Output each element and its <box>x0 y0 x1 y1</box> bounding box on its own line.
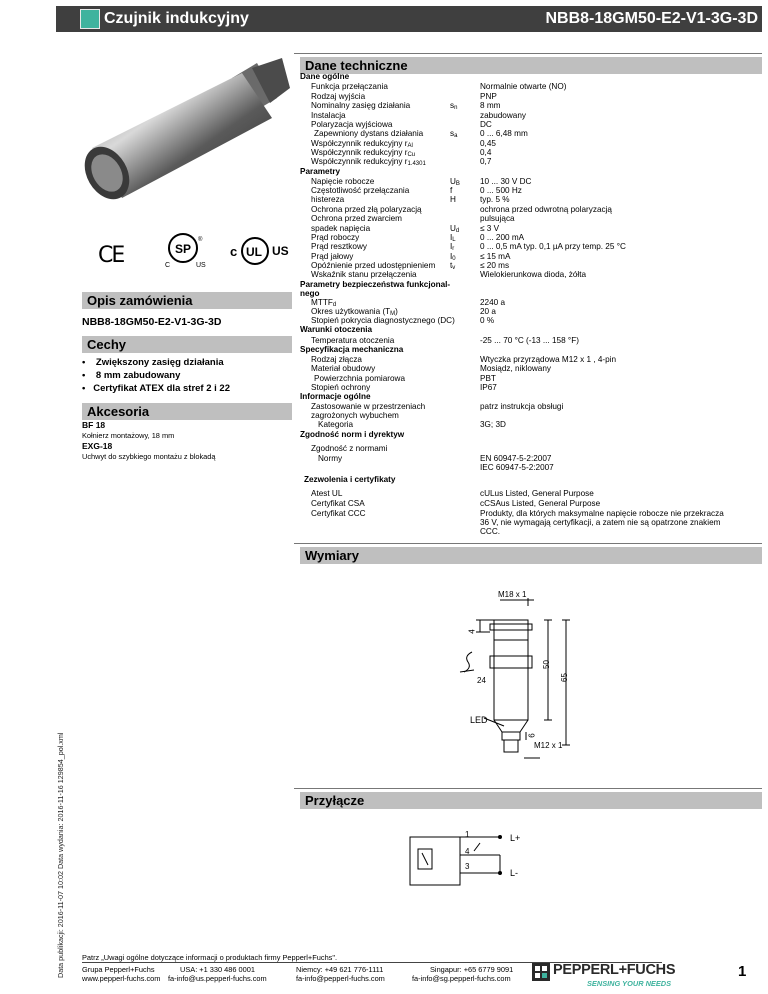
tech-row: Rodzaj wyjścia PNP <box>311 92 497 101</box>
dim-6: 6 <box>527 733 537 738</box>
tech-group: Specyfikacja mechaniczna <box>300 345 404 354</box>
tech-row: Normy EN 60947-5-2:2007 <box>318 454 552 463</box>
connection-section-rule <box>294 788 762 789</box>
pepperl-fuchs-logo-icon <box>532 963 550 981</box>
tech-row: Prąd jałowy I0 ≤ 15 mA <box>311 252 511 262</box>
tech-row: Ochrona przed zwarciem pulsująca <box>311 214 515 223</box>
brand-name: PEPPERL+FUCHS <box>553 962 676 978</box>
tech-group: Zgodność norm i dyrektyw <box>300 430 405 439</box>
accessory-name: BF 18 <box>82 420 106 430</box>
tech-row: Atest UL cULus Listed, General Purpose <box>311 489 594 498</box>
svg-text:SP: SP <box>175 242 192 256</box>
tech-row: Współczynnik redukcyjny rCu 0,4 <box>311 148 492 158</box>
tech-row: Kategoria 3G; 3D <box>318 420 506 429</box>
features-section-heading: Cechy <box>82 336 292 353</box>
svg-text:®: ® <box>198 237 203 243</box>
document-title: Czujnik indukcyjny <box>104 10 249 27</box>
tech-row: Częstotliwość przełączania f 0 ... 500 Hz <box>311 186 522 195</box>
tech-row: Temperatura otoczenia -25 ... 70 °C (-13 ... 158 °F) <box>311 336 579 345</box>
order-section-heading: Opis zamówienia <box>82 292 292 309</box>
ul-c-label: c <box>230 244 238 259</box>
tech-row: spadek napięcia Ud ≤ 3 V <box>311 224 500 234</box>
tech-row: IEC 60947-5-2:2007 <box>480 463 554 472</box>
tech-row: Instalacja zabudowany <box>311 111 526 120</box>
tech-row: zagrożonych wybuchem <box>311 411 399 420</box>
header-accent-square <box>80 9 100 29</box>
dimensions-section-rule <box>294 543 762 544</box>
tech-row: 36 V, nie wymagają certyfikacji, a zatem nie są opatrzone znakiem <box>480 518 721 527</box>
svg-text:UL: UL <box>246 245 262 259</box>
tech-row: Napięcie robocze UB 10 ... 30 V DC <box>311 177 532 187</box>
tech-row: Funkcja przełączania Normalnie otwarte (NO) <box>311 82 567 91</box>
accessory-desc: Kołnierz montażowy, 18 mm <box>82 431 175 440</box>
tech-row: Współczynnik redukcyjny r1.4301 0,7 <box>311 157 492 167</box>
tech-group: Zezwolenia i certyfikaty <box>304 475 396 484</box>
tech-row: Certyfikat CSA cCSAus Listed, General Purpose <box>311 499 601 508</box>
page-number: 1 <box>738 963 747 980</box>
tech-group: Dane ogólne <box>300 72 350 81</box>
connection-section-heading: Przyłącze <box>300 792 762 809</box>
tech-row: Zgodność z normami <box>311 444 388 453</box>
ce-mark: CE <box>98 243 124 268</box>
tech-row: CCC. <box>480 527 501 536</box>
footer-contact-usa: USA: +1 330 486 0001 fa-info@us.pepperl-fuchs.com <box>168 965 267 983</box>
tech-row: Zastosowanie w przestrzeniach patrz instrukcja obsługi <box>311 402 564 411</box>
tech-section-rule <box>294 53 762 54</box>
ul-mark-icon <box>240 236 270 266</box>
csa-c-label: C <box>165 262 171 269</box>
sensor-product-image <box>82 58 297 208</box>
tech-row: Nominalny zasięg działania sn 8 mm <box>311 101 501 111</box>
pin-4-label: 4 <box>465 847 470 856</box>
tech-row: MTTFd 2240 a <box>311 298 506 308</box>
tech-row: Wskaźnik stanu przełączenia Wielokierunkowa dioda, żółta <box>311 270 587 279</box>
dim-thread-bottom: M12 x 1 <box>534 741 563 750</box>
tech-row: Okres użytkowania (TM) 20 a <box>311 307 496 317</box>
dimensions-section-heading: Wymiary <box>300 547 762 564</box>
product-code-title: NBB8-18GM50-E2-V1-3G-3D <box>545 10 758 27</box>
tech-group: nego <box>300 289 320 298</box>
tech-row: Materiał obudowy Mosiądz, niklowany <box>311 364 551 373</box>
footer-contact-group: Grupa Pepperl+Fuchs www.pepperl-fuchs.com <box>82 965 161 983</box>
dim-50: 50 <box>541 660 551 669</box>
csa-us-label: US <box>196 262 206 269</box>
footer-contact-singapore: Singapur: +65 6779 9091 fa-info@sg.pepperl-fuchs.com <box>412 965 514 983</box>
tech-row: Stopień ochrony IP67 <box>311 383 497 392</box>
order-code: NBB8-18GM50-E2-V1-3G-3D <box>82 316 222 328</box>
dim-24: 24 <box>477 676 486 685</box>
tech-group: Warunki otoczenia <box>300 325 373 334</box>
feature-item: • Zwiększony zasięg działania <box>82 357 224 368</box>
accessories-section-heading: Akcesoria <box>82 403 292 420</box>
l-minus-label: L- <box>510 868 519 878</box>
feature-item: • Certyfikat ATEX dla stref 2 i 22 <box>82 383 230 394</box>
dim-thread-top: M18 x 1 <box>498 590 527 599</box>
tech-row: Współczynnik redukcyjny rAl 0,45 <box>311 139 496 149</box>
tech-row: Certyfikat CCC Produkty, dla których maksymalne napięcie robocze nie przekracza <box>311 509 724 518</box>
dimension-drawing <box>450 590 600 780</box>
feature-item: • 8 mm zabudowany <box>82 370 181 381</box>
tech-row: Opóźnienie przed udostępnieniem tv ≤ 20 ms <box>311 261 510 271</box>
pin-3-label: 3 <box>465 862 470 871</box>
tech-row: Rodzaj złącza Wtyczka przyrządowa M12 x 1 , 4-pin <box>311 355 617 364</box>
tech-row: Stopień pokrycia diagnostycznego (DC) 0 % <box>311 316 495 325</box>
tech-row: Prąd roboczy IL 0 ... 200 mA <box>311 233 525 243</box>
tech-group: Parametry <box>300 167 341 176</box>
tech-row: Zapewniony dystans działania sa 0 ... 6,48 mm <box>314 129 528 139</box>
l-plus-label: L+ <box>510 833 521 843</box>
footer-contact-germany: Niemcy: +49 621 776-1111 fa-info@pepperl-fuchs.com <box>296 965 385 983</box>
connection-diagram <box>400 825 550 895</box>
tech-row: Ochrona przed złą polaryzacją ochrona przed odwrotną polaryzacją <box>311 205 612 214</box>
accessory-desc: Uchwyt do szybkiego montażu z blokadą <box>82 452 216 461</box>
tech-group: Informacje ogólne <box>300 392 371 401</box>
ul-us-label: US <box>272 244 289 258</box>
footer-note: Patrz „Uwagi ogólne dotyczące informacji o produktach firmy Pepperl+Fuchs". <box>82 953 338 962</box>
tech-row: histereza H typ. 5 % <box>311 195 510 204</box>
accessory-name: EXG-18 <box>82 441 113 451</box>
brand-slogan: SENSING YOUR NEEDS <box>587 979 672 988</box>
dim-led-label: LED <box>470 715 488 725</box>
dim-4: 4 <box>467 629 477 634</box>
tech-section-heading: Dane techniczne <box>300 57 762 74</box>
tech-row: Polaryzacja wyjściowa DC <box>311 120 492 129</box>
dim-65: 65 <box>559 673 569 682</box>
csa-mark-icon <box>165 232 205 264</box>
pin-1-label: 1 <box>465 830 470 839</box>
tech-group: Parametry bezpieczeństwa funkcjonal- <box>300 280 451 289</box>
tech-row: Powierzchnia pomiarowa PBT <box>314 374 496 383</box>
publication-side-note: Data publikacji: 2016-11-07 10:02 Data wydania: 2016-11-16 129854_pol.xml <box>56 732 65 978</box>
tech-row: Prąd resztkowy Ir 0 ... 0,5 mA typ. 0,1 µA przy temp. 25 °C <box>311 242 626 252</box>
